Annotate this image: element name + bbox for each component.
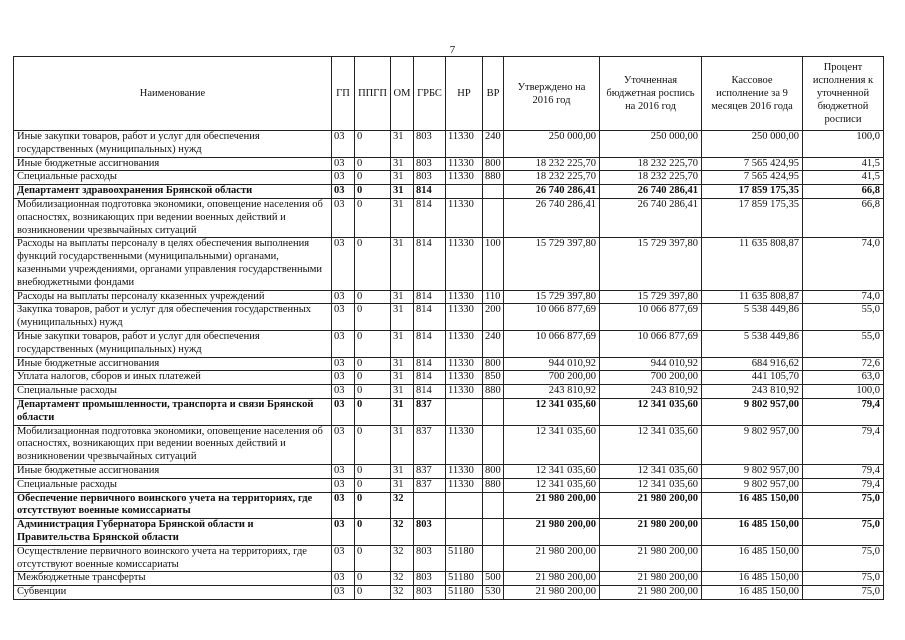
- cell-np: 11330: [446, 304, 483, 331]
- cell-np: 11330: [446, 357, 483, 371]
- cell-gp: 03: [332, 238, 355, 290]
- cell-ppgp: 0: [355, 198, 391, 237]
- cell-approved: 15 729 397,80: [504, 290, 600, 304]
- cell-ppgp: 0: [355, 586, 391, 600]
- cell-om: 31: [391, 478, 414, 492]
- cell-percent: 79,4: [803, 464, 884, 478]
- cell-om: 31: [391, 304, 414, 331]
- cell-approved: 243 810,92: [504, 385, 600, 399]
- cell-om: 31: [391, 157, 414, 171]
- cell-vr: [483, 198, 504, 237]
- cell-cash: 16 485 150,00: [702, 545, 803, 572]
- cell-np: [446, 185, 483, 199]
- cell-approved: 21 980 200,00: [504, 572, 600, 586]
- cell-np: 11330: [446, 171, 483, 185]
- cell-refined: 250 000,00: [600, 131, 702, 158]
- cell-approved: 21 980 200,00: [504, 519, 600, 546]
- cell-gp: 03: [332, 398, 355, 425]
- cell-vr: [483, 492, 504, 519]
- cell-om: 31: [391, 371, 414, 385]
- cell-refined: 21 980 200,00: [600, 545, 702, 572]
- cell-approved: 12 341 035,60: [504, 398, 600, 425]
- cell-approved: 18 232 225,70: [504, 171, 600, 185]
- table-row: [14, 398, 884, 425]
- cell-refined: 21 980 200,00: [600, 492, 702, 519]
- cell-percent: 55,0: [803, 330, 884, 357]
- cell-name: Иные бюджетные ассигнования: [14, 157, 332, 171]
- cell-percent: 75,0: [803, 545, 884, 572]
- cell-refined: 700 200,00: [600, 371, 702, 385]
- cell-gp: 03: [332, 492, 355, 519]
- cell-vr: 850: [483, 371, 504, 385]
- cell-om: 31: [391, 238, 414, 290]
- cell-approved: 26 740 286,41: [504, 198, 600, 237]
- cell-name: Осуществление первичного воинского учета на территориях, где отсутствуют военные комиссариаты: [14, 545, 332, 572]
- cell-ppgp: 0: [355, 545, 391, 572]
- cell-om: 32: [391, 545, 414, 572]
- cell-np: 51180: [446, 572, 483, 586]
- cell-percent: 100,0: [803, 385, 884, 399]
- cell-gp: 03: [332, 185, 355, 199]
- cell-name: Иные бюджетные ассигнования: [14, 464, 332, 478]
- cell-vr: 240: [483, 131, 504, 158]
- cell-ppgp: 0: [355, 330, 391, 357]
- table-row: [14, 131, 884, 158]
- cell-ppgp: 0: [355, 572, 391, 586]
- cell-np: 51180: [446, 586, 483, 600]
- header-gp: ГП: [332, 57, 355, 131]
- cell-approved: 250 000,00: [504, 131, 600, 158]
- cell-np: 11330: [446, 464, 483, 478]
- cell-name: Субвенции: [14, 586, 332, 600]
- cell-vr: 500: [483, 572, 504, 586]
- cell-om: 31: [391, 290, 414, 304]
- cell-vr: [483, 545, 504, 572]
- cell-om: 31: [391, 131, 414, 158]
- cell-grbs: 803: [414, 572, 446, 586]
- cell-name: Администрация Губернатора Брянской области и Правительства Брянской области: [14, 519, 332, 546]
- cell-om: 31: [391, 330, 414, 357]
- cell-name: Департамент промышленности, транспорта и связи Брянской области: [14, 398, 332, 425]
- cell-gp: 03: [332, 464, 355, 478]
- cell-np: [446, 492, 483, 519]
- cell-percent: 75,0: [803, 586, 884, 600]
- cell-percent: 74,0: [803, 238, 884, 290]
- cell-np: 11330: [446, 425, 483, 464]
- cell-np: [446, 398, 483, 425]
- cell-ppgp: 0: [355, 425, 391, 464]
- cell-vr: [483, 425, 504, 464]
- cell-np: 11330: [446, 371, 483, 385]
- table-row: [14, 185, 884, 199]
- table-row: [14, 290, 884, 304]
- cell-gp: 03: [332, 519, 355, 546]
- table-row: [14, 464, 884, 478]
- cell-gp: 03: [332, 131, 355, 158]
- table-row: [14, 492, 884, 519]
- cell-cash: 16 485 150,00: [702, 519, 803, 546]
- cell-grbs: 837: [414, 478, 446, 492]
- cell-grbs: 814: [414, 238, 446, 290]
- cell-vr: 880: [483, 478, 504, 492]
- cell-np: 11330: [446, 198, 483, 237]
- cell-grbs: 814: [414, 198, 446, 237]
- cell-cash: 684 916,62: [702, 357, 803, 371]
- table-row: [14, 198, 884, 237]
- cell-percent: 75,0: [803, 519, 884, 546]
- cell-grbs: 814: [414, 330, 446, 357]
- cell-refined: 15 729 397,80: [600, 238, 702, 290]
- table-row: [14, 586, 884, 600]
- cell-approved: 12 341 035,60: [504, 425, 600, 464]
- cell-gp: 03: [332, 572, 355, 586]
- header-percent: Процент исполнения к уточненной бюджетной росписи: [803, 57, 884, 131]
- cell-ppgp: 0: [355, 478, 391, 492]
- cell-ppgp: 0: [355, 357, 391, 371]
- cell-gp: 03: [332, 545, 355, 572]
- header-vr: ВР: [483, 57, 504, 131]
- cell-om: 32: [391, 586, 414, 600]
- cell-ppgp: 0: [355, 371, 391, 385]
- cell-approved: 10 066 877,69: [504, 304, 600, 331]
- cell-grbs: 803: [414, 586, 446, 600]
- table-row: [14, 357, 884, 371]
- cell-name: Межбюджетные трансферты: [14, 572, 332, 586]
- cell-refined: 21 980 200,00: [600, 586, 702, 600]
- cell-grbs: 837: [414, 425, 446, 464]
- cell-approved: 18 232 225,70: [504, 157, 600, 171]
- header-name: Наименование: [14, 57, 332, 131]
- header-refined: Уточненная бюджетная роспись на 2016 год: [600, 57, 702, 131]
- cell-grbs: 837: [414, 398, 446, 425]
- cell-refined: 12 341 035,60: [600, 464, 702, 478]
- cell-grbs: [414, 492, 446, 519]
- cell-refined: 12 341 035,60: [600, 425, 702, 464]
- cell-approved: 21 980 200,00: [504, 492, 600, 519]
- cell-name: Специальные расходы: [14, 385, 332, 399]
- table-row: [14, 478, 884, 492]
- table-row: [14, 171, 884, 185]
- cell-om: 32: [391, 519, 414, 546]
- cell-approved: 944 010,92: [504, 357, 600, 371]
- cell-om: 31: [391, 398, 414, 425]
- table-row: [14, 425, 884, 464]
- cell-vr: 200: [483, 304, 504, 331]
- cell-gp: 03: [332, 371, 355, 385]
- cell-name: Иные бюджетные ассигнования: [14, 357, 332, 371]
- table-row: [14, 304, 884, 331]
- cell-np: 11330: [446, 131, 483, 158]
- cell-om: 31: [391, 185, 414, 199]
- cell-refined: 15 729 397,80: [600, 290, 702, 304]
- cell-name: Иные закупки товаров, работ и услуг для обеспечения государственных (муниципальных) нужд: [14, 330, 332, 357]
- cell-refined: 26 740 286,41: [600, 185, 702, 199]
- cell-name: Мобилизационная подготовка экономики, оповещение населения об опасностях, возникающих при ведении военных действий и возникновении чрезвычайных ситуаций: [14, 198, 332, 237]
- cell-vr: [483, 519, 504, 546]
- cell-refined: 12 341 035,60: [600, 398, 702, 425]
- cell-grbs: 803: [414, 171, 446, 185]
- cell-grbs: 814: [414, 304, 446, 331]
- cell-vr: 880: [483, 171, 504, 185]
- cell-gp: 03: [332, 330, 355, 357]
- cell-percent: 75,0: [803, 492, 884, 519]
- table-row: [14, 330, 884, 357]
- cell-np: 11330: [446, 478, 483, 492]
- cell-np: 11330: [446, 157, 483, 171]
- cell-grbs: 803: [414, 519, 446, 546]
- cell-refined: 12 341 035,60: [600, 478, 702, 492]
- cell-percent: 63,0: [803, 371, 884, 385]
- cell-ppgp: 0: [355, 398, 391, 425]
- cell-gp: 03: [332, 290, 355, 304]
- cell-vr: 800: [483, 157, 504, 171]
- cell-percent: 41,5: [803, 171, 884, 185]
- cell-cash: 9 802 957,00: [702, 425, 803, 464]
- cell-cash: 17 859 175,35: [702, 198, 803, 237]
- cell-gp: 03: [332, 478, 355, 492]
- cell-om: 31: [391, 198, 414, 237]
- cell-gp: 03: [332, 304, 355, 331]
- cell-approved: 26 740 286,41: [504, 185, 600, 199]
- cell-grbs: 837: [414, 464, 446, 478]
- cell-ppgp: 0: [355, 131, 391, 158]
- cell-percent: 100,0: [803, 131, 884, 158]
- cell-approved: 12 341 035,60: [504, 464, 600, 478]
- cell-ppgp: 0: [355, 157, 391, 171]
- cell-vr: 240: [483, 330, 504, 357]
- cell-ppgp: 0: [355, 185, 391, 199]
- cell-cash: 7 565 424,95: [702, 157, 803, 171]
- budget-execution-table: [13, 56, 884, 600]
- cell-refined: 944 010,92: [600, 357, 702, 371]
- cell-vr: 800: [483, 464, 504, 478]
- table-row: [14, 371, 884, 385]
- cell-om: 31: [391, 385, 414, 399]
- header-grbs: ГРБС: [414, 57, 446, 131]
- cell-gp: 03: [332, 425, 355, 464]
- cell-percent: 79,4: [803, 425, 884, 464]
- header-np: НР: [446, 57, 483, 131]
- cell-approved: 12 341 035,60: [504, 478, 600, 492]
- cell-grbs: 814: [414, 385, 446, 399]
- table-row: [14, 385, 884, 399]
- cell-percent: 74,0: [803, 290, 884, 304]
- table-body: [14, 131, 884, 600]
- cell-name: Расходы на выплаты персоналу кказенных учреждений: [14, 290, 332, 304]
- cell-vr: 880: [483, 385, 504, 399]
- cell-grbs: 814: [414, 357, 446, 371]
- cell-cash: 250 000,00: [702, 131, 803, 158]
- cell-om: 31: [391, 357, 414, 371]
- cell-cash: 16 485 150,00: [702, 492, 803, 519]
- cell-om: 32: [391, 492, 414, 519]
- cell-percent: 55,0: [803, 304, 884, 331]
- cell-grbs: 814: [414, 371, 446, 385]
- cell-cash: 9 802 957,00: [702, 478, 803, 492]
- cell-name: Уплата налогов, сборов и иных платежей: [14, 371, 332, 385]
- cell-name: Департамент здравоохранения Брянской области: [14, 185, 332, 199]
- cell-om: 32: [391, 572, 414, 586]
- cell-cash: 7 565 424,95: [702, 171, 803, 185]
- cell-om: 31: [391, 464, 414, 478]
- cell-approved: 10 066 877,69: [504, 330, 600, 357]
- cell-grbs: 814: [414, 185, 446, 199]
- cell-percent: 72,6: [803, 357, 884, 371]
- cell-approved: 700 200,00: [504, 371, 600, 385]
- cell-refined: 18 232 225,70: [600, 171, 702, 185]
- cell-name: Иные закупки товаров, работ и услуг для обеспечения государственных (муниципальных) нужд: [14, 131, 332, 158]
- cell-cash: 441 105,70: [702, 371, 803, 385]
- header-cash: Кассовое исполнение за 9 месяцев 2016 года: [702, 57, 803, 131]
- cell-cash: 243 810,92: [702, 385, 803, 399]
- cell-gp: 03: [332, 171, 355, 185]
- cell-gp: 03: [332, 157, 355, 171]
- cell-cash: 17 859 175,35: [702, 185, 803, 199]
- cell-refined: 21 980 200,00: [600, 519, 702, 546]
- cell-name: Обеспечение первичного воинского учета на территориях, где отсутствуют военные комиссариаты: [14, 492, 332, 519]
- cell-vr: 530: [483, 586, 504, 600]
- table-row: [14, 572, 884, 586]
- cell-cash: 5 538 449,86: [702, 304, 803, 331]
- cell-ppgp: 0: [355, 238, 391, 290]
- cell-ppgp: 0: [355, 304, 391, 331]
- cell-ppgp: 0: [355, 290, 391, 304]
- cell-np: 11330: [446, 290, 483, 304]
- header-om: ОМ: [391, 57, 414, 131]
- cell-vr: [483, 398, 504, 425]
- page-number: 7: [449, 44, 456, 56]
- cell-refined: 10 066 877,69: [600, 304, 702, 331]
- cell-om: 31: [391, 171, 414, 185]
- cell-cash: 16 485 150,00: [702, 586, 803, 600]
- cell-cash: 5 538 449,86: [702, 330, 803, 357]
- cell-grbs: 803: [414, 157, 446, 171]
- cell-cash: 11 635 808,87: [702, 290, 803, 304]
- cell-percent: 41,5: [803, 157, 884, 171]
- cell-percent: 79,4: [803, 478, 884, 492]
- table-row: [14, 238, 884, 290]
- cell-gp: 03: [332, 357, 355, 371]
- cell-grbs: 803: [414, 545, 446, 572]
- cell-vr: 100: [483, 238, 504, 290]
- cell-ppgp: 0: [355, 519, 391, 546]
- table-row: [14, 545, 884, 572]
- cell-gp: 03: [332, 385, 355, 399]
- cell-refined: 18 232 225,70: [600, 157, 702, 171]
- cell-percent: 75,0: [803, 572, 884, 586]
- cell-name: Специальные расходы: [14, 171, 332, 185]
- cell-approved: 15 729 397,80: [504, 238, 600, 290]
- cell-vr: [483, 185, 504, 199]
- cell-name: Мобилизационная подготовка экономики, оповещение населения об опасностях, возникающих при ведении военных действий и возникновении чрезвычайных ситуаций: [14, 425, 332, 464]
- table-row: [14, 519, 884, 546]
- cell-percent: 79,4: [803, 398, 884, 425]
- cell-np: 11330: [446, 330, 483, 357]
- table-header-row: [14, 57, 884, 131]
- cell-vr: 110: [483, 290, 504, 304]
- cell-ppgp: 0: [355, 492, 391, 519]
- cell-ppgp: 0: [355, 464, 391, 478]
- table-row: [14, 157, 884, 171]
- cell-refined: 21 980 200,00: [600, 572, 702, 586]
- cell-approved: 21 980 200,00: [504, 545, 600, 572]
- cell-om: 31: [391, 425, 414, 464]
- cell-grbs: 814: [414, 290, 446, 304]
- cell-refined: 243 810,92: [600, 385, 702, 399]
- cell-gp: 03: [332, 586, 355, 600]
- cell-grbs: 803: [414, 131, 446, 158]
- cell-np: 11330: [446, 385, 483, 399]
- cell-cash: 9 802 957,00: [702, 464, 803, 478]
- header-ppgp: ППГП: [355, 57, 391, 131]
- cell-cash: 16 485 150,00: [702, 572, 803, 586]
- cell-np: 51180: [446, 545, 483, 572]
- cell-percent: 66,8: [803, 198, 884, 237]
- cell-np: 11330: [446, 238, 483, 290]
- cell-gp: 03: [332, 198, 355, 237]
- cell-approved: 21 980 200,00: [504, 586, 600, 600]
- header-approved: Утверждено на 2016 год: [504, 57, 600, 131]
- cell-name: Закупка товаров, работ и услуг для обеспечения государственных (муниципальных) нужд: [14, 304, 332, 331]
- cell-cash: 9 802 957,00: [702, 398, 803, 425]
- cell-refined: 26 740 286,41: [600, 198, 702, 237]
- cell-percent: 66,8: [803, 185, 884, 199]
- cell-vr: 800: [483, 357, 504, 371]
- cell-ppgp: 0: [355, 385, 391, 399]
- cell-np: [446, 519, 483, 546]
- cell-name: Расходы на выплаты персоналу в целях обеспечения выполнения функций государственными (муниципальными) органами, казенными учреждениями, органами управления государственными внебюджетными фондами: [14, 238, 332, 290]
- cell-ppgp: 0: [355, 171, 391, 185]
- cell-name: Специальные расходы: [14, 478, 332, 492]
- cell-refined: 10 066 877,69: [600, 330, 702, 357]
- cell-cash: 11 635 808,87: [702, 238, 803, 290]
